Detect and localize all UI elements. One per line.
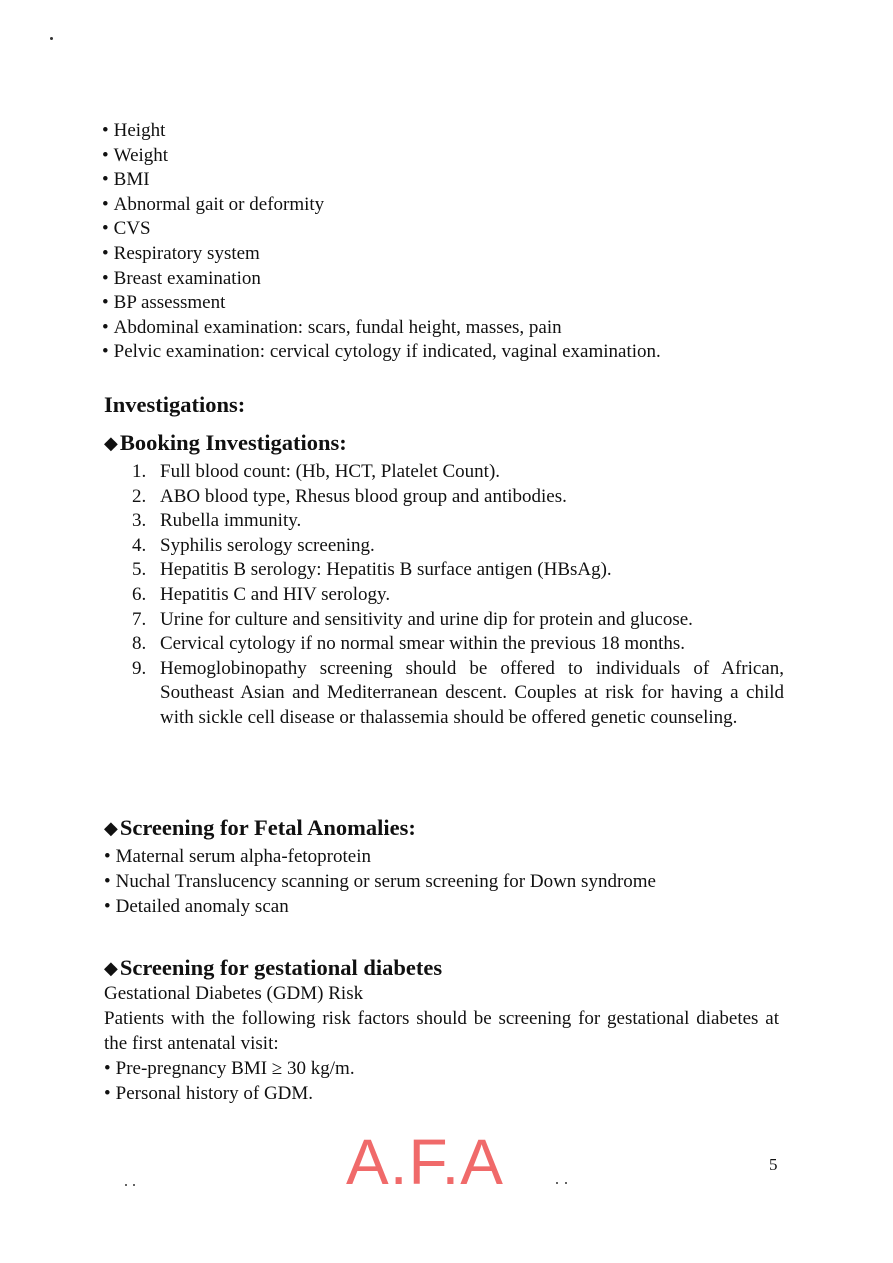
gdm-heading-text: Screening for gestational diabetes bbox=[119, 955, 443, 980]
item-number: 2. bbox=[132, 485, 147, 507]
booking-item bbox=[104, 657, 784, 731]
fetal-heading-text: Screening for Fetal Anomalies: bbox=[119, 815, 416, 840]
booking-item bbox=[104, 608, 784, 633]
booking-heading-text: Booking Investigations: bbox=[119, 430, 347, 455]
gdm-heading bbox=[104, 955, 779, 981]
booking-list bbox=[104, 460, 784, 731]
scan-speck bbox=[556, 1182, 558, 1184]
item-number: 8. bbox=[132, 633, 147, 655]
diamond-bullet-icon: ◆ bbox=[104, 433, 118, 453]
exam-item: • BP assessment bbox=[102, 291, 661, 316]
item-number: 6. bbox=[132, 583, 147, 605]
booking-section bbox=[104, 430, 784, 731]
fetal-item: • Nuchal Translucency scanning or serum screening for Down syndrome bbox=[104, 869, 656, 894]
booking-item bbox=[104, 509, 784, 534]
booking-item bbox=[104, 632, 784, 657]
item-number: 1. bbox=[132, 461, 147, 482]
booking-item bbox=[104, 460, 784, 485]
item-text: Hepatitis C and HIV serology. bbox=[160, 583, 391, 605]
item-text: Hepatitis B serology: Hepatitis B surface antigen (HBsAg). bbox=[160, 559, 612, 581]
diamond-bullet-icon: ◆ bbox=[104, 818, 118, 838]
exam-list bbox=[102, 119, 661, 365]
booking-item bbox=[104, 534, 784, 559]
gdm-section bbox=[104, 955, 779, 1106]
booking-item bbox=[104, 485, 784, 510]
item-text: Urine for culture and sensitivity and urine dip for protein and glucose. bbox=[160, 608, 693, 630]
item-text: ABO blood type, Rhesus blood group and antibodies. bbox=[160, 485, 567, 507]
item-number: 4. bbox=[132, 534, 147, 556]
item-number: 5. bbox=[132, 559, 147, 581]
scan-speck bbox=[50, 37, 53, 40]
scan-speck bbox=[125, 1184, 127, 1186]
booking-item bbox=[104, 583, 784, 608]
diamond-bullet-icon: ◆ bbox=[104, 958, 118, 978]
page-number: 5 bbox=[769, 1155, 778, 1174]
gdm-item: • Personal history of GDM. bbox=[104, 1081, 779, 1106]
investigations-heading: Investigations: bbox=[104, 392, 246, 417]
booking-item bbox=[104, 558, 784, 583]
fetal-item: • Detailed anomaly scan bbox=[104, 894, 656, 919]
fetal-list bbox=[104, 844, 656, 919]
item-number: 9. bbox=[132, 657, 147, 679]
exam-item: • Pelvic examination: cervical cytology if indicated, vaginal examination. bbox=[102, 340, 661, 365]
booking-heading bbox=[104, 430, 784, 456]
exam-item: • Abnormal gait or deformity bbox=[102, 193, 661, 218]
scan-speck bbox=[565, 1182, 567, 1184]
gdm-paragraph: Patients with the following risk factors should be screening for gestational diabetes at the first antenatal visit: bbox=[104, 1008, 779, 1054]
exam-item: • BMI bbox=[102, 168, 661, 193]
item-number: 3. bbox=[132, 510, 147, 532]
item-number: 7. bbox=[132, 608, 147, 630]
scan-speck bbox=[133, 1184, 135, 1186]
watermark-text: A.F.A bbox=[346, 1126, 504, 1198]
exam-item: • CVS bbox=[102, 217, 661, 242]
exam-item: • Breast examination bbox=[102, 267, 661, 292]
exam-item: • Respiratory system bbox=[102, 242, 661, 267]
item-text: Rubella immunity. bbox=[160, 510, 302, 532]
fetal-anomalies-section bbox=[104, 815, 656, 919]
fetal-heading bbox=[104, 815, 656, 841]
exam-item: • Height bbox=[102, 119, 661, 144]
gdm-item: • Pre-pregnancy BMI ≥ 30 kg/m. bbox=[104, 1056, 779, 1081]
item-text: Hemoglobinopathy screening should be offered to individuals of African, Southeast Asian and Mediterranean descent. Couples at risk for having a child with sickle cell disease or thalassemia should be offered genetic counseling. bbox=[160, 657, 784, 728]
gdm-subtitle: Gestational Diabetes (GDM) Risk bbox=[104, 983, 364, 1004]
exam-item: • Abdominal examination: scars, fundal height, masses, pain bbox=[102, 316, 661, 341]
fetal-item: • Maternal serum alpha-fetoprotein bbox=[104, 844, 656, 869]
item-text: Syphilis serology screening. bbox=[160, 534, 375, 556]
gdm-risk-list bbox=[104, 1056, 779, 1106]
item-text: Cervical cytology if no normal smear within the previous 18 months. bbox=[160, 633, 686, 655]
exam-item: • Weight bbox=[102, 144, 661, 169]
item-text: Full blood count: (Hb, HCT, Platelet Count). bbox=[160, 461, 501, 482]
